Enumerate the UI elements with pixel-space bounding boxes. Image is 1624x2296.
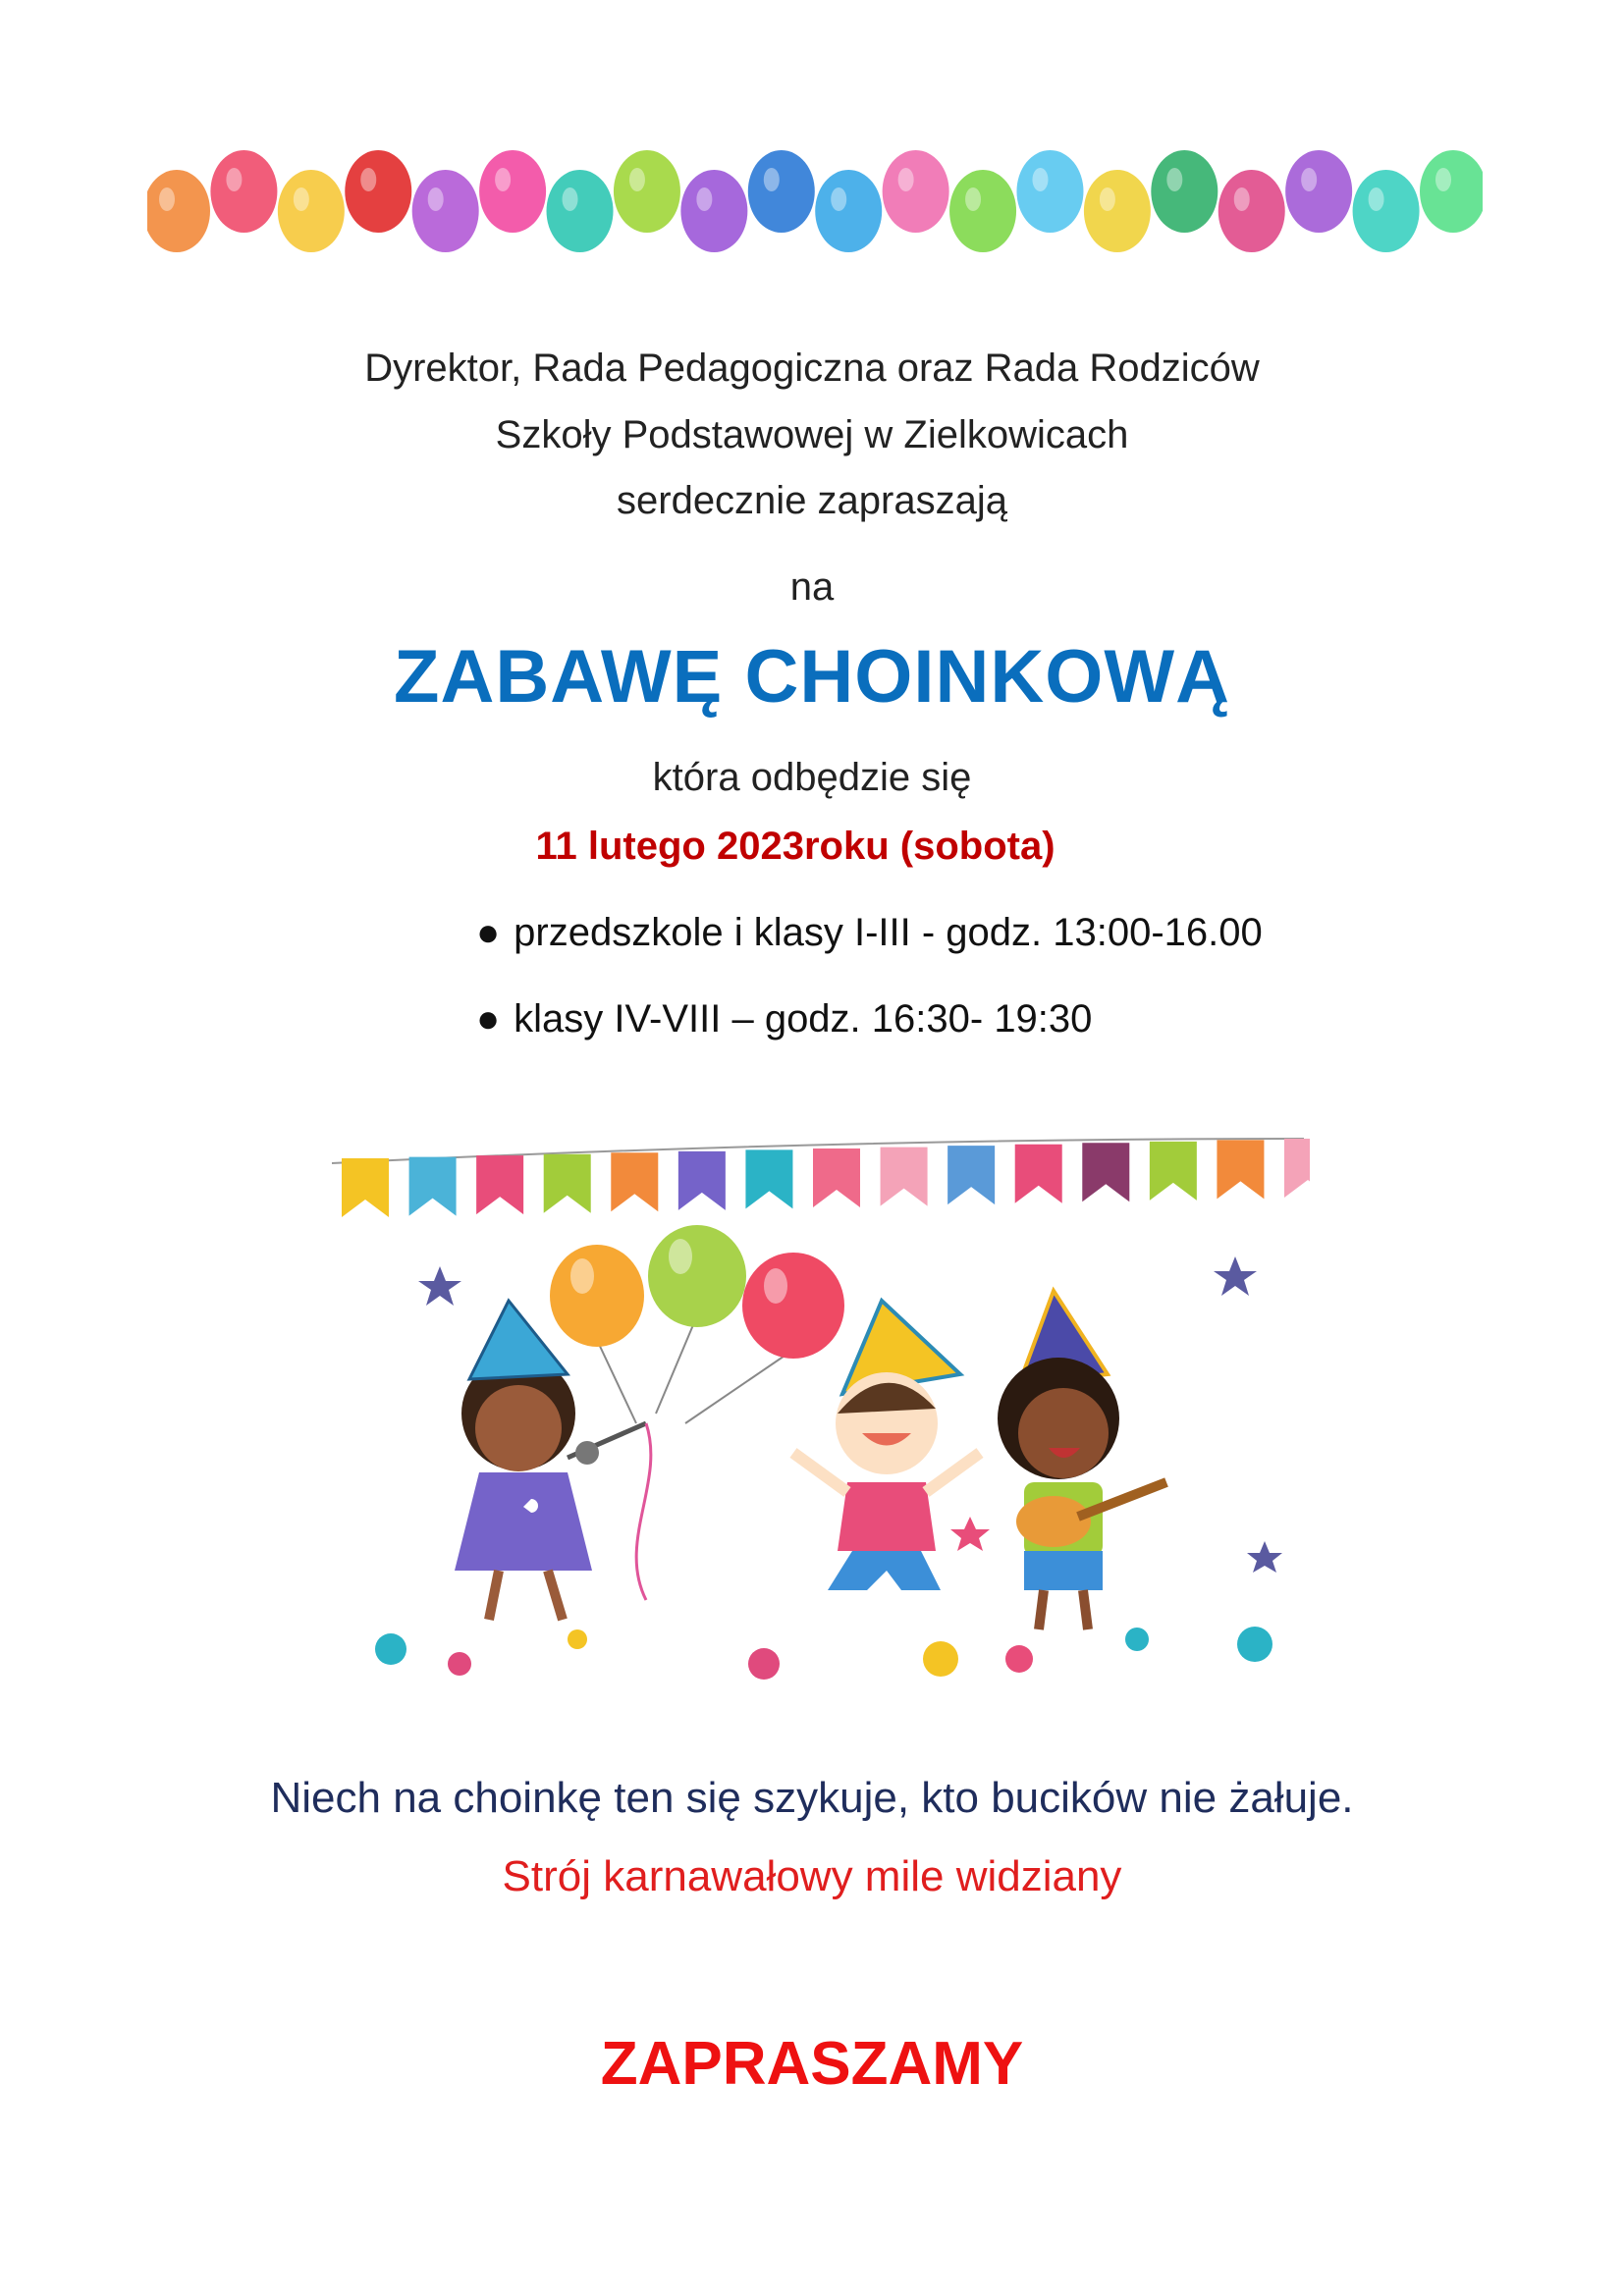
invite-line: serdecznie zapraszają — [617, 479, 1007, 522]
balloon-garland-image — [147, 128, 1483, 294]
bunting-flag — [1217, 1140, 1264, 1199]
slogan-text: Niech na choinkę ten się szykuje, kto bucików nie żałuje. — [270, 1774, 1354, 1822]
schedule-item-text: klasy IV-VIII – godz. 16:30- 19:30 — [514, 997, 1093, 1041]
garland-balloon-highlight — [1100, 187, 1115, 211]
bunting-flag — [947, 1146, 995, 1204]
garland-balloon — [680, 170, 747, 252]
garland-balloon — [1285, 150, 1352, 233]
school-line: Szkoły Podstawowej w Zielkowicach — [495, 413, 1129, 456]
bunting-flag — [1284, 1139, 1310, 1198]
garland-balloon-highlight — [495, 168, 511, 191]
garland-balloon — [345, 150, 411, 233]
garland-balloon — [1084, 170, 1151, 252]
garland-balloon-highlight — [1032, 168, 1048, 191]
garland-balloon — [412, 170, 479, 252]
garland-balloon-highlight — [696, 187, 712, 211]
garland-balloon — [1016, 150, 1083, 233]
garland-balloon-highlight — [1166, 168, 1182, 191]
garland-balloon-highlight — [159, 187, 175, 211]
garland-balloon — [210, 150, 277, 233]
bunting-flag — [881, 1148, 928, 1206]
bunting-flag — [678, 1151, 726, 1210]
bunting-flag — [745, 1149, 792, 1208]
garland-balloon-highlight — [965, 187, 981, 211]
garland-balloon-highlight — [1234, 187, 1250, 211]
garland-balloon-highlight — [360, 168, 376, 191]
garland-balloon-highlight — [294, 187, 309, 211]
bunting-flag — [1082, 1143, 1129, 1201]
garland-balloon — [883, 150, 949, 233]
organizers-line: Dyrektor, Rada Pedagogiczna oraz Rada Rodziców — [364, 347, 1260, 390]
event-title: ZABAWĘ CHOINKOWĄ — [394, 635, 1230, 719]
schedule-item — [476, 913, 1263, 952]
garland-balloon — [147, 170, 210, 252]
garland-balloon-highlight — [1301, 168, 1317, 191]
bunting-flag — [544, 1154, 591, 1213]
garland-balloon-highlight — [226, 168, 242, 191]
bullet-icon: ● — [476, 997, 501, 1041]
garland-balloon — [815, 170, 882, 252]
garland-balloon — [479, 150, 546, 233]
garland-balloon-highlight — [563, 187, 578, 211]
garland-balloon — [748, 150, 815, 233]
garland-balloon — [1218, 170, 1285, 252]
party-illustration-image — [332, 1129, 1310, 1688]
bunting-flag — [1150, 1142, 1197, 1201]
bunting-flag — [409, 1157, 457, 1216]
bunting-flag — [611, 1152, 658, 1211]
garland-balloon — [1353, 170, 1420, 252]
garland-balloon-highlight — [764, 168, 780, 191]
event-date: 11 lutego 2023roku (sobota) — [535, 825, 1056, 868]
bunting-flag — [476, 1155, 523, 1214]
garland-balloon-highlight — [428, 187, 444, 211]
garland-balloon — [1151, 150, 1218, 233]
garland-balloon — [278, 170, 345, 252]
bunting-flag — [342, 1158, 389, 1217]
garland-balloon — [949, 170, 1016, 252]
garland-balloon — [1420, 150, 1483, 233]
garland-balloon — [614, 150, 680, 233]
schedule-item-text: przedszkole i klasy I-III - godz. 13:00-16.00 — [514, 911, 1263, 954]
garland-balloon-highlight — [1369, 187, 1384, 211]
bunting-flag — [813, 1148, 860, 1207]
bullet-icon: ● — [476, 911, 501, 954]
na-line: na — [789, 565, 835, 609]
dress-code-text: Strój karnawałowy mile widziany — [502, 1852, 1122, 1900]
garland-balloon-highlight — [1435, 168, 1451, 191]
event-subtitle: która odbędzie się — [652, 756, 972, 799]
garland-balloon-highlight — [831, 187, 846, 211]
bunting-flag — [1015, 1145, 1062, 1203]
garland-balloon — [547, 170, 614, 252]
closing-text: ZAPRASZAMY — [600, 2030, 1024, 2098]
garland-balloon-highlight — [629, 168, 645, 191]
garland-balloon-highlight — [898, 168, 914, 191]
schedule-item — [476, 999, 1092, 1039]
